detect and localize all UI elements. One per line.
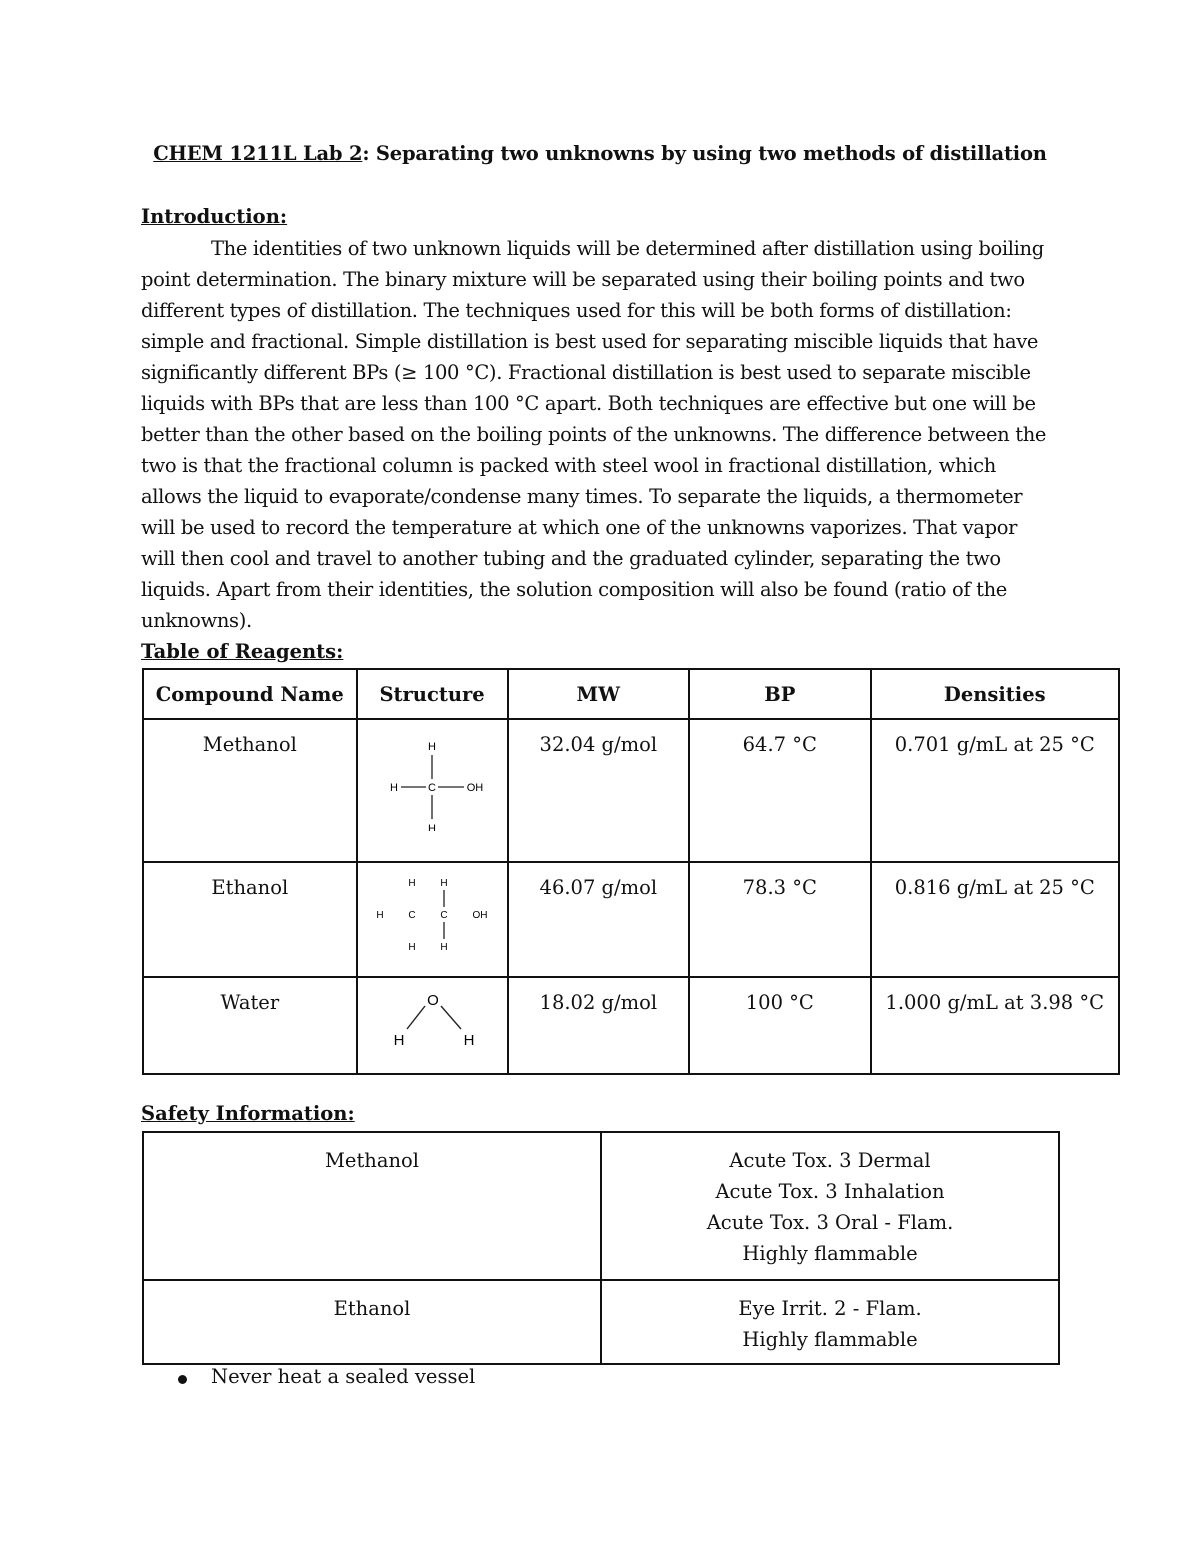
title-text: : Separating two unknowns by using two methods of distillation — [362, 142, 1047, 165]
atom-label: H — [408, 942, 416, 953]
hazard-item: Acute Tox. 3 Inhalation — [715, 1180, 945, 1203]
ethanol-structure — [367, 874, 497, 958]
atom-label: O — [427, 992, 439, 1009]
boiling-point: 64.7 °C — [689, 719, 870, 862]
atom-label: H — [463, 1032, 475, 1049]
chemical-name: Methanol — [143, 1132, 601, 1280]
bullet-text: Never heat a sealed vessel — [211, 1365, 476, 1388]
compound-name: Water — [143, 977, 357, 1074]
introduction-paragraph: The identities of two unknown liquids will be determined after distillation using boiling point determination. The binary mixture will be separated using their boiling points and two different types of distillation. The techniques used for this will be both forms of distillation: simple and fractional. Simple distillation is best used for separating miscible liquids that have significantly different BPs (≥ 100 °C). Fractional distillation is best used to separate miscible liquids with BPs that are less than 100 °C apart. Both techniques are effective but one will be better than the other based on the boiling points of the unknowns. The difference between the two is that the fractional column is packed with steel wool in fractional distillation, which allows the liquid to evaporate/condense many times. To separate the liquids, a thermometer will be used to record the temperature at which one of the unknowns vaporizes. That vapor will then cool and travel to another tubing and the graduated cylinder, separating the two liquids. Apart from their identities, the solution composition will also be found (ratio of the unknowns). — [141, 237, 1047, 632]
water-structure — [377, 989, 487, 1049]
boiling-point: 100 °C — [689, 977, 870, 1074]
table-header-row — [143, 669, 1119, 719]
table-row — [143, 1132, 1059, 1280]
table-row — [143, 719, 1119, 862]
col-header-mw: MW — [508, 669, 690, 719]
atom-label: H — [440, 942, 448, 953]
atom-label: OH — [472, 910, 488, 921]
bond-line — [407, 1006, 425, 1029]
hazard-item: Highly flammable — [742, 1242, 918, 1265]
atom-label: C — [428, 782, 437, 794]
page-title — [0, 142, 1200, 165]
atom-label: H — [390, 782, 399, 794]
structure-cell — [357, 862, 508, 977]
atom-label: H — [440, 878, 448, 889]
boiling-point: 78.3 °C — [689, 862, 870, 977]
table-row — [143, 862, 1119, 977]
table-row — [143, 977, 1119, 1074]
col-header-bp: BP — [689, 669, 870, 719]
col-header-density: Densities — [871, 669, 1119, 719]
density: 0.701 g/mL at 25 °C — [871, 719, 1119, 862]
hazard-item: Acute Tox. 3 Dermal — [729, 1149, 931, 1172]
col-header-structure: Structure — [357, 669, 508, 719]
molecular-weight: 46.07 g/mol — [508, 862, 690, 977]
table-row — [143, 1280, 1059, 1364]
bond-line — [441, 1006, 461, 1029]
methanol-structure — [377, 731, 487, 831]
hazard-item: Highly flammable — [742, 1328, 918, 1351]
atom-label: C — [408, 910, 416, 921]
density: 1.000 g/mL at 3.98 °C — [871, 977, 1119, 1074]
course-code: CHEM 1211L Lab 2 — [153, 142, 363, 165]
structure-cell — [357, 977, 508, 1074]
molecular-weight: 18.02 g/mol — [508, 977, 690, 1074]
hazard-item: Eye Irrit. 2 - Flam. — [738, 1297, 922, 1320]
atom-label: H — [393, 1032, 405, 1049]
chemical-name: Ethanol — [143, 1280, 601, 1364]
hazard-list — [601, 1132, 1059, 1280]
atom-label: H — [428, 741, 437, 753]
atom-label: H — [428, 823, 437, 831]
list-item — [178, 1365, 475, 1388]
safety-table — [142, 1131, 1060, 1365]
atom-label: H — [408, 878, 416, 889]
atom-label: OH — [466, 782, 484, 794]
safety-heading: Safety Information: — [141, 1102, 355, 1125]
compound-name: Ethanol — [143, 862, 357, 977]
col-header-compound: Compound Name — [143, 669, 357, 719]
hazard-list — [601, 1280, 1059, 1364]
introduction-heading: Introduction: — [141, 205, 288, 228]
hazard-item: Acute Tox. 3 Oral - Flam. — [706, 1211, 954, 1234]
compound-name: Methanol — [143, 719, 357, 862]
atom-label: H — [376, 910, 384, 921]
reagents-heading: Table of Reagents: — [141, 640, 344, 663]
reagents-table — [142, 668, 1120, 1075]
atom-label: C — [440, 910, 448, 921]
bullet-icon — [178, 1375, 187, 1384]
molecular-weight: 32.04 g/mol — [508, 719, 690, 862]
structure-cell — [357, 719, 508, 862]
density: 0.816 g/mL at 25 °C — [871, 862, 1119, 977]
